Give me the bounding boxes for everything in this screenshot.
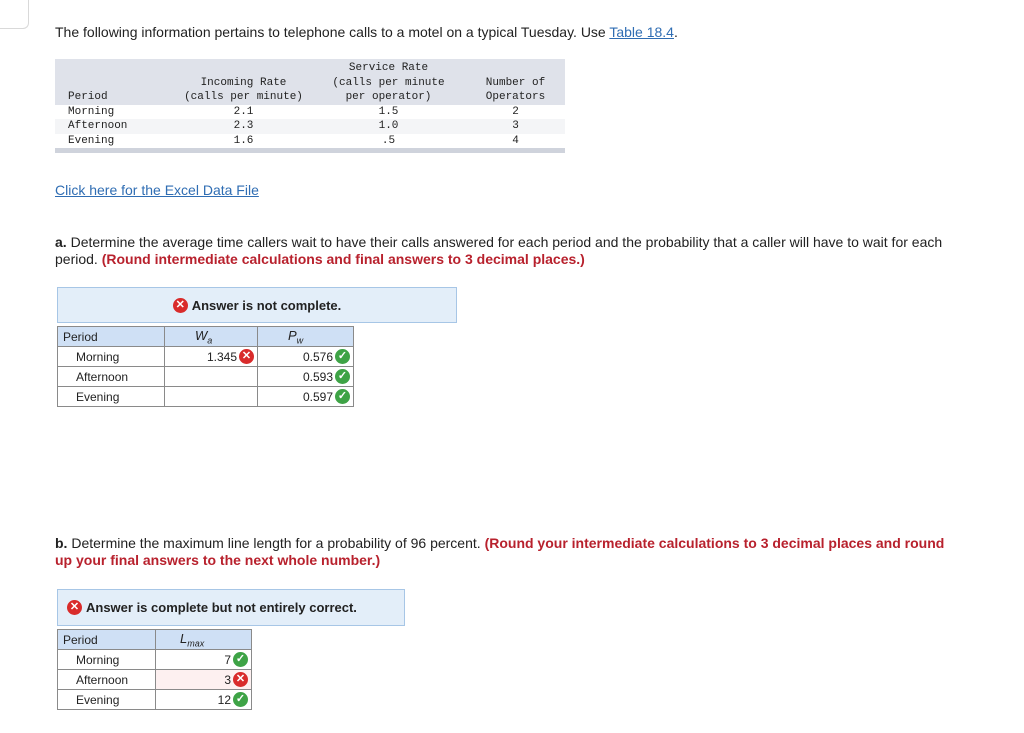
pw-input-evening[interactable]: 0.597 ✓ — [258, 387, 354, 407]
intro-text: The following information pertains to telephone calls to a motel on a typical Tuesday. Use Table 18.4. — [55, 24, 678, 40]
answer-status-banner: ✕ Answer is complete but not entirely correct. — [57, 589, 405, 626]
question-a: a. Determine the average time callers wait to have their calls answered for each period and the probability that a caller will have to wait for each period. (Round intermediate calculations and final answers to 3 decimal places.) — [55, 234, 943, 267]
lmax-input-evening[interactable]: 12 ✓ — [156, 690, 252, 710]
question-b: b. Determine the maximum line length for a probability of 96 percent. (Round your intermediate calculations to 3 decimal places and round up your final answers to the next whole number.) — [55, 535, 945, 568]
x-circle-icon: ✕ — [239, 349, 254, 364]
header-wa: $W_a$ — [165, 327, 258, 347]
header-number-of-operators: Number of Operators — [485, 76, 546, 103]
table-row: Afternoon 0.593 ✓ — [58, 367, 354, 387]
header-period: Period — [58, 327, 165, 347]
data-table-row: Afternoon 2.3 1.0 3 — [55, 119, 565, 134]
table-row: Evening 0.597 ✓ — [58, 387, 354, 407]
lmax-input-morning[interactable]: 7 ✓ — [156, 650, 252, 670]
data-table-row: Evening 1.6 .5 4 — [55, 134, 565, 151]
x-circle-icon: ✕ — [67, 600, 82, 615]
answer-table-header — [58, 327, 354, 347]
pw-input-afternoon[interactable]: 0.593 ✓ — [258, 367, 354, 387]
corner-tab — [0, 0, 29, 29]
rounding-hint: (Round intermediate calculations and final answers to 3 decimal places.) — [101, 251, 585, 267]
answer-table-header — [58, 630, 252, 650]
table-row: Morning 7 ✓ — [58, 650, 252, 670]
table-18-4-link[interactable]: Table 18.4 — [609, 24, 674, 40]
data-table-row: Morning 2.1 1.5 2 — [68, 105, 519, 118]
check-circle-icon: ✓ — [335, 369, 350, 384]
header-incoming-rate: Incoming Rate (calls per minute) — [184, 76, 303, 103]
lmax-input-afternoon[interactable]: 3 ✕ — [156, 670, 252, 690]
wa-input-afternoon[interactable] — [165, 367, 258, 387]
table-row: Evening 12 ✓ — [58, 690, 252, 710]
answer-table-a — [57, 326, 354, 407]
header-pw: $P_w$ — [258, 327, 354, 347]
excel-data-file-link[interactable]: Click here for the Excel Data File — [55, 182, 259, 198]
header-service-rate: Service Rate (calls per minute per operator) — [332, 62, 445, 103]
check-circle-icon: ✓ — [233, 652, 248, 667]
wa-input-morning[interactable]: 1.345 ✕ — [165, 347, 258, 367]
data-table-header-row — [55, 59, 565, 105]
x-circle-icon: ✕ — [233, 672, 248, 687]
table-row: Afternoon 3 ✕ — [58, 670, 252, 690]
x-circle-icon: ✕ — [173, 298, 188, 313]
wa-input-evening[interactable] — [165, 387, 258, 407]
check-circle-icon: ✓ — [335, 349, 350, 364]
header-period: Period — [58, 630, 156, 650]
header-period: Period — [68, 91, 108, 103]
pw-input-morning[interactable]: 0.576 ✓ — [258, 347, 354, 367]
check-circle-icon: ✓ — [233, 692, 248, 707]
answer-status-banner: ✕ Answer is not complete. — [57, 287, 457, 323]
header-lmax: $L_{max}$ — [156, 630, 252, 650]
telephone-data-table — [55, 59, 565, 153]
rounding-hint: (Round your intermediate calculations to 3 decimal places and round up your final answers to the next whole number.) — [55, 535, 945, 568]
table-row: Morning 1.345 ✕ 0.576 ✓ — [58, 347, 354, 367]
check-circle-icon: ✓ — [335, 389, 350, 404]
answer-table-b — [57, 629, 252, 710]
